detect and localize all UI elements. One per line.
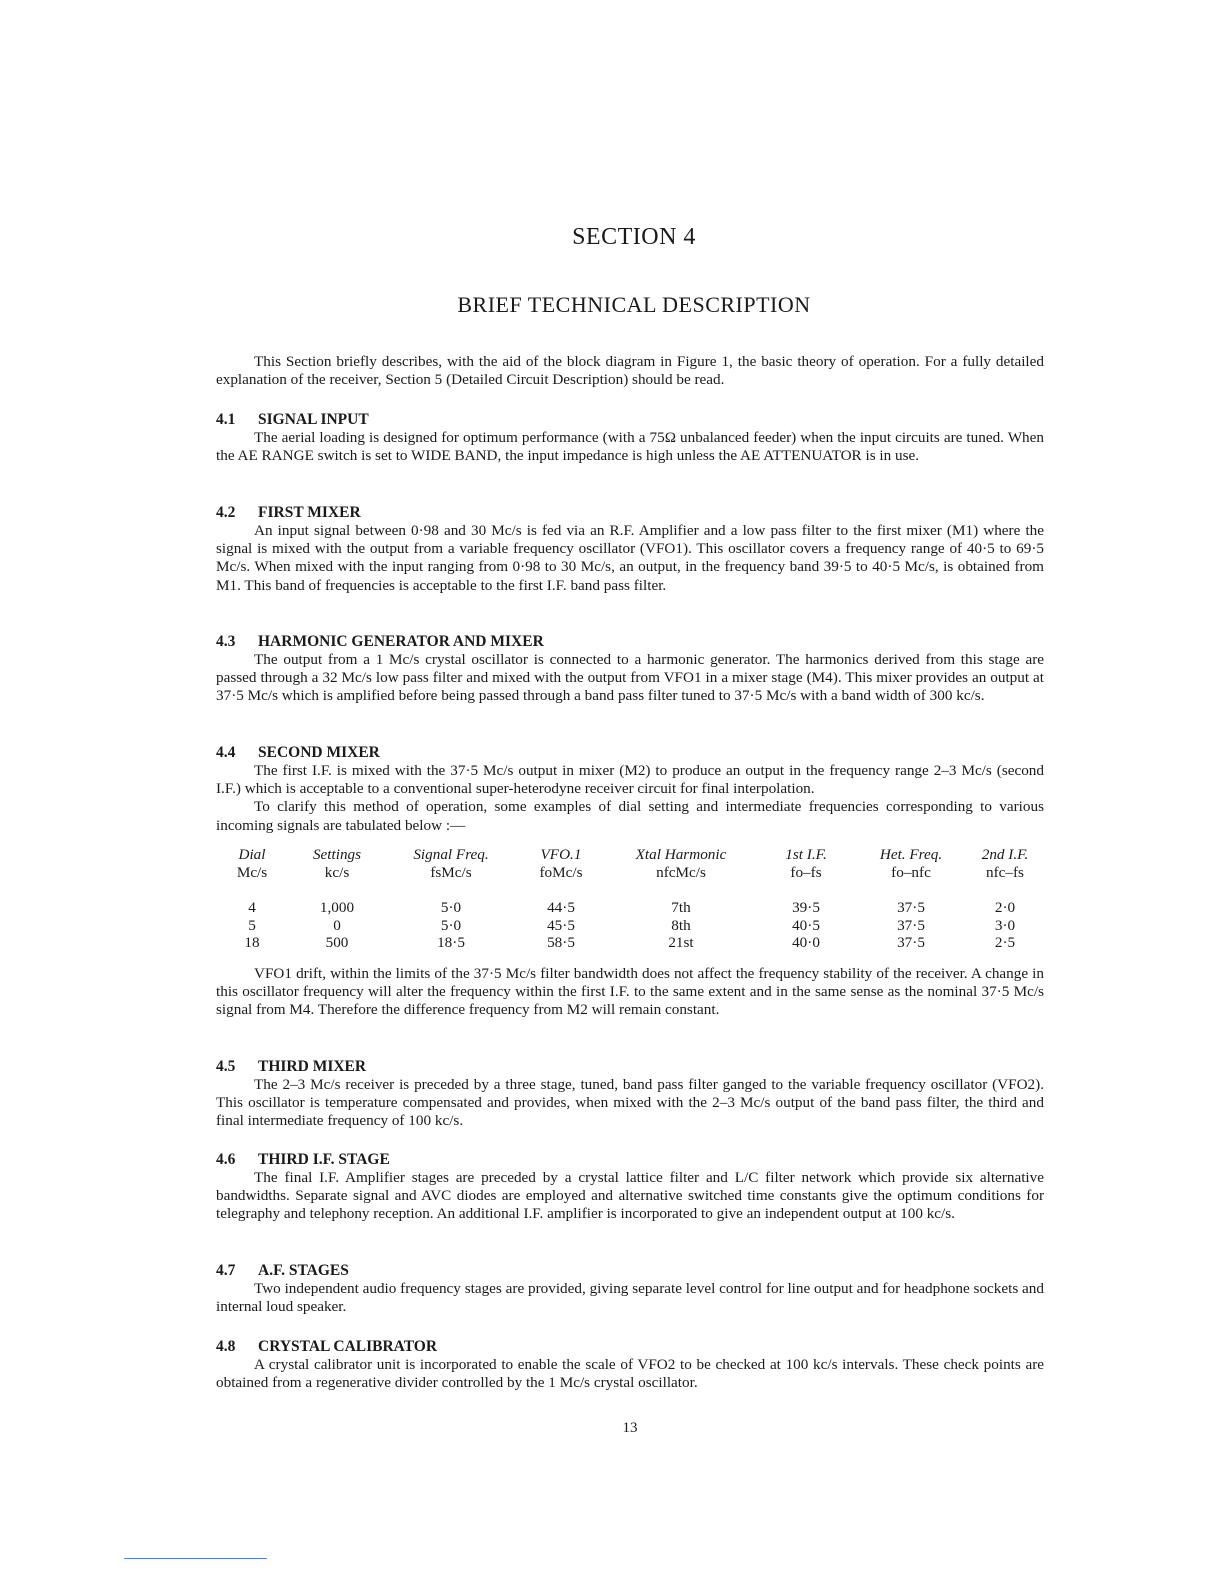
intro-paragraph: This Section briefly describes, with the aid of the block diagram in Figure 1, the basic theory of operation. For a fully detailed explanation of the receiver, Section 5 (Detailed Circuit Description) should be read.: [216, 353, 1044, 389]
section-paragraph: To clarify this method of operation, some examples of dial setting and intermediate frequencies corresponding to various incoming signals are tabulated below :—: [216, 798, 1044, 834]
table-header: Signal Freq.: [413, 846, 489, 863]
table-unit: fo–fs: [790, 863, 822, 881]
section-number: 4.7: [216, 1262, 236, 1279]
table-header: Dial: [238, 846, 266, 863]
intro-block: [216, 353, 1044, 389]
table-header: 1st I.F.: [785, 846, 827, 863]
table-cell: 58·5: [547, 934, 575, 952]
table-header: Xtal Harmonic: [635, 846, 727, 863]
section-number: 4.8: [216, 1338, 236, 1355]
table-cell: 3·0: [994, 916, 1016, 934]
section-heading: [216, 504, 1044, 522]
table-cell: 21st: [668, 934, 694, 952]
table-cell: 45·5: [547, 916, 575, 934]
table-unit: nfc–fs: [986, 863, 1024, 881]
table-cell: 37·5: [897, 899, 925, 917]
table-cell: 500: [325, 934, 349, 952]
table-cell: 5·0: [440, 916, 462, 934]
section-heading-text: SIGNAL INPUT: [258, 411, 369, 428]
table-cell: 4: [248, 899, 256, 917]
table-row: [216, 917, 1044, 935]
table-unit: fsMc/s: [430, 863, 472, 881]
table-unit: Mc/s: [236, 863, 268, 881]
table-cell: 37·5: [897, 934, 925, 952]
table-cell: 7th: [671, 899, 691, 917]
table-cell: 18·5: [437, 934, 465, 952]
section-heading-text: THIRD MIXER: [258, 1058, 367, 1075]
section-heading-text: FIRST MIXER: [258, 504, 361, 521]
table-unit: fo–nfc: [891, 863, 931, 881]
section-heading-text: SECOND MIXER: [258, 744, 380, 761]
section-number: 4.6: [216, 1151, 236, 1168]
table-cell: 44·5: [547, 899, 575, 917]
table-cell: 5: [248, 916, 256, 934]
table-cell: 0: [333, 916, 341, 934]
table-header: 2nd I.F.: [981, 846, 1029, 863]
table-cell: 1,000: [319, 899, 355, 917]
table-row: [216, 934, 1044, 952]
section-4-1: [216, 411, 1044, 465]
table-cell: 37·5: [897, 916, 925, 934]
table-header-row: [216, 846, 1044, 864]
section-paragraph: The final I.F. Amplifier stages are preceded by a crystal lattice filter and L/C filter network which provide six alternative bandwidths. Separate signal and AVC diodes are employed and alternative switched time constants give the optimum conditions for telegraphy and telephony reception. An additional I.F. amplifier is incorporated to give an independent output at 100 kc/s.: [216, 1169, 1044, 1223]
section-paragraph: The first I.F. is mixed with the 37·5 Mc/s output in mixer (M2) to produce an output in the frequency range 2–3 Mc/s (second I.F.) which is acceptable to a conventional super-heterodyne receiver circuit for final interpolation.: [216, 762, 1044, 798]
section-heading-text: A.F. STAGES: [258, 1262, 349, 1279]
section-title: SECTION 4: [572, 224, 696, 250]
frequency-table: [216, 846, 1044, 952]
table-header: VFO.1: [540, 846, 582, 863]
table-header: Settings: [312, 846, 362, 863]
section-heading-text: HARMONIC GENERATOR AND MIXER: [258, 633, 544, 650]
section-4-5: [216, 1058, 1044, 1131]
section-number: 4.5: [216, 1058, 236, 1075]
section-heading: [216, 411, 1044, 429]
table-unit: nfcMc/s: [656, 863, 706, 881]
section-heading: [216, 1338, 1044, 1356]
section-heading: [216, 1262, 1044, 1280]
page-subtitle: BRIEF TECHNICAL DESCRIPTION: [457, 292, 811, 317]
section-paragraph: The 2–3 Mc/s receiver is preceded by a three stage, tuned, band pass filter ganged to the variable frequency oscillator (VFO2). This oscillator is temperature compensated and provides, when mixed with the 2–3 Mc/s output of the band pass filter, the third and final intermediate frequency of 100 kc/s.: [216, 1076, 1044, 1130]
table-cell: 5·0: [440, 899, 462, 917]
section-paragraph: VFO1 drift, within the limits of the 37·5 Mc/s filter bandwidth does not affect the frequency stability of the receiver. A change in this oscillator frequency will alter the frequency within the first I.F. to the same extent and in the same sense as the nominal 37·5 Mc/s signal from M4. Therefore the difference frequency from M2 will remain constant.: [216, 965, 1044, 1019]
table-cell: 40·5: [792, 916, 820, 934]
table-unit: kc/s: [324, 863, 350, 881]
section-number: 4.2: [216, 504, 236, 521]
table-units-row: [216, 864, 1044, 882]
section-4-8: [216, 1338, 1044, 1392]
section-number: 4.1: [216, 411, 236, 428]
section-4-4-continued: [216, 965, 1044, 1020]
section-4-6: [216, 1151, 1044, 1224]
section-heading: [216, 633, 1044, 651]
section-4-3: [216, 633, 1044, 706]
section-4-2: [216, 504, 1044, 595]
section-heading: [216, 1058, 1044, 1076]
section-paragraph: An input signal between 0·98 and 30 Mc/s is fed via an R.F. Amplifier and a low pass filter to the first mixer (M1) where the signal is mixed with the output from a variable frequency oscillator (VFO1). This oscillator covers a frequency range of 40·5 to 69·5 Mc/s. When mixed with the input ranging from 0·98 to 30 Mc/s, an output, in the frequency band 39·5 to 40·5 Mc/s, is obtained from M1. This band of frequencies is acceptable to the first I.F. band pass filter.: [216, 522, 1044, 594]
section-paragraph: Two independent audio frequency stages are provided, giving separate level control for line output and for headphone sockets and internal loud speaker.: [216, 1280, 1044, 1316]
section-heading: [216, 1151, 1044, 1169]
table-cell: 2·5: [994, 934, 1016, 952]
table-cell: 18: [244, 934, 260, 952]
table-header: Het. Freq.: [879, 846, 943, 863]
section-heading-text: CRYSTAL CALIBRATOR: [258, 1338, 438, 1355]
section-number: 4.3: [216, 633, 236, 650]
page-number: 13: [622, 1420, 638, 1436]
table-cell: 8th: [671, 916, 691, 934]
section-heading-text: THIRD I.F. STAGE: [258, 1151, 390, 1168]
table-row: [216, 899, 1044, 917]
section-heading: [216, 744, 1044, 762]
table-cell: 40·0: [792, 934, 820, 952]
section-paragraph: The output from a 1 Mc/s crystal oscillator is connected to a harmonic generator. The harmonics derived from this stage are passed through a 32 Mc/s low pass filter and mixed with the output from VFO1 in a mixer stage (M4). This mixer provides an output at 37·5 Mc/s which is amplified before being passed through a band pass filter tuned to 37·5 Mc/s with a band width of 300 kc/s.: [216, 651, 1044, 705]
section-number: 4.4: [216, 744, 236, 761]
section-4-4: [216, 744, 1044, 835]
section-paragraph: A crystal calibrator unit is incorporated to enable the scale of VFO2 to be checked at 100 kc/s intervals. These check points are obtained from a regenerative divider controlled by the 1 Mc/s crystal oscillator.: [216, 1356, 1044, 1392]
footnote-rule: [124, 1558, 267, 1559]
table-unit: foMc/s: [539, 863, 583, 881]
table-cell: 2·0: [994, 899, 1016, 917]
section-paragraph: The aerial loading is designed for optimum performance (with a 75Ω unbalanced feeder) when the input circuits are tuned. When the AE RANGE switch is set to WIDE BAND, the input impedance is high unless the AE ATTENUATOR is in use.: [216, 429, 1044, 465]
table-cell: 39·5: [792, 899, 820, 917]
section-4-7: [216, 1262, 1044, 1316]
